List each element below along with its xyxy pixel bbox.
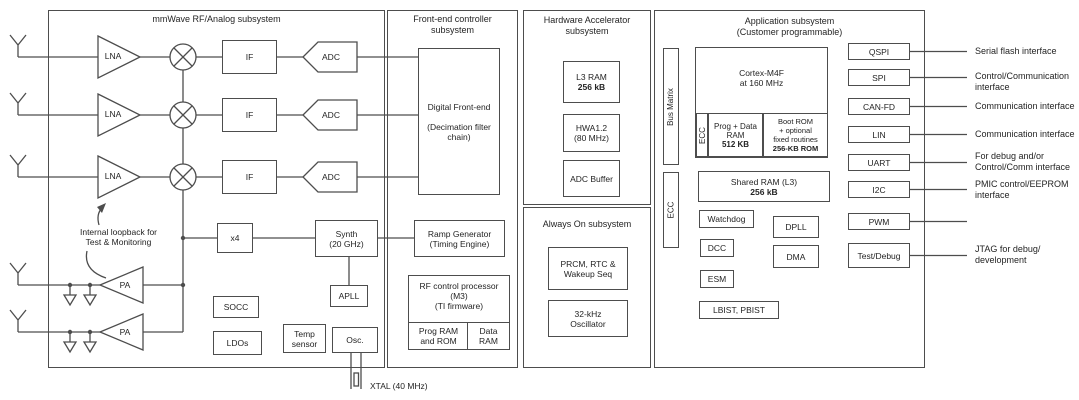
lbist-pbist-block xyxy=(699,301,779,319)
hwa-label-2: (80 MHz) xyxy=(574,133,609,143)
adc-buffer-block xyxy=(563,160,620,197)
jtag-annotation xyxy=(975,244,1040,266)
boot-rom-label-1: Boot ROM xyxy=(777,117,813,126)
l3-ram-block xyxy=(563,61,620,103)
loopback-label-2: Test & Monitoring xyxy=(85,237,152,247)
osc32-label-1: 32-kHz xyxy=(574,308,602,319)
serial-flash-annotation: Serial flash interface xyxy=(975,46,1057,56)
socc-block xyxy=(213,296,259,318)
prog-ram-rom-block xyxy=(408,322,469,350)
adc-buffer-label: ADC Buffer xyxy=(570,173,613,184)
x4-multiplier-block xyxy=(217,223,253,253)
junction-dot xyxy=(88,330,92,334)
data-ram-block xyxy=(467,322,510,350)
pmic-annotation xyxy=(975,179,1069,201)
adc-label-1: ADC xyxy=(322,52,340,62)
cortex-label-2: at 160 MHz xyxy=(739,78,784,88)
esd-icon-2a xyxy=(64,342,76,352)
rfcp-label-2: (M3) xyxy=(450,291,468,301)
application-subsystem-title xyxy=(654,16,925,38)
ramp-label-2: (Timing Engine) xyxy=(429,238,490,249)
watchdog-block xyxy=(699,210,754,228)
canfd-block xyxy=(848,98,910,115)
lin-annotation: Communication interface xyxy=(975,129,1075,139)
if-block-2 xyxy=(222,98,277,132)
fec-title-line2: subsystem xyxy=(430,25,474,35)
lna-label-1: LNA xyxy=(104,51,122,61)
dpll-label: DPLL xyxy=(785,222,807,232)
rx-antenna-2-icon xyxy=(10,93,26,115)
pwm-label: PWM xyxy=(868,216,890,227)
watchdog-label: Watchdog xyxy=(707,214,746,224)
xtal-label: XTAL (40 MHz) xyxy=(370,381,428,391)
tx-chain-2 xyxy=(10,310,183,352)
test-debug-label: Test/Debug xyxy=(857,250,901,261)
apll-label: APLL xyxy=(338,291,360,301)
socc-label: SOCC xyxy=(223,302,249,312)
adc-label-3: ADC xyxy=(322,172,340,182)
lin-label: LIN xyxy=(872,129,886,140)
hwa-label-1: HWA1.2 xyxy=(575,123,608,133)
prog-ram-label-1: Prog RAM xyxy=(418,326,459,336)
bus-matrix-label: Bus Matrix xyxy=(666,87,676,126)
osc-label: Osc. xyxy=(346,335,364,345)
lna-label-2: LNA xyxy=(104,109,122,119)
app-title-line2: (Customer programmable) xyxy=(736,27,843,37)
adc-label-2: ADC xyxy=(322,110,340,120)
junction-dot xyxy=(181,283,185,287)
rx-antenna-1-icon xyxy=(10,35,26,57)
dcc-block xyxy=(700,239,734,257)
tx-antenna-2-icon xyxy=(10,310,26,332)
spi-label: SPI xyxy=(872,72,886,83)
pmic-annotation-line1: PMIC control/EEPROM xyxy=(975,179,1069,189)
control-comm-annotation xyxy=(975,71,1069,93)
dma-label: DMA xyxy=(786,251,806,262)
junction-dot xyxy=(181,236,185,240)
digital-frontend-block xyxy=(418,48,500,195)
qspi-label: QSPI xyxy=(868,46,890,57)
qspi-block xyxy=(848,43,910,60)
hwa-title-line2: subsystem xyxy=(565,26,609,36)
esm-label: ESM xyxy=(707,274,727,284)
cortex-label-1: Cortex-M4F xyxy=(739,68,784,78)
canfd-annotation: Communication interface xyxy=(975,101,1075,111)
i2c-label: I2C xyxy=(872,184,886,195)
synth-block xyxy=(315,220,378,257)
dcc-label: DCC xyxy=(707,243,727,253)
data-ram-label-1: Data xyxy=(479,326,498,336)
if-block-3 xyxy=(222,160,277,194)
ramp-label-1: Ramp Generator xyxy=(427,228,492,239)
dpll-block xyxy=(773,216,819,238)
mmwave-subsystem-title: mmWave RF/Analog subsystem xyxy=(152,14,281,24)
data-ram-label-2: RAM xyxy=(479,336,498,346)
rx-chain-3 xyxy=(10,155,418,198)
fec-title-line1: Front-end controller xyxy=(413,14,492,24)
synth-label: Synth xyxy=(335,228,358,239)
pwm-block xyxy=(848,213,910,230)
hwa-block xyxy=(563,114,620,152)
jtag-annotation-line1: JTAG for debug/ xyxy=(975,244,1041,254)
xtal-crystal-icon xyxy=(354,373,359,386)
if-label-1: IF xyxy=(245,52,254,62)
temp-sensor-block xyxy=(283,324,326,353)
test-debug-block xyxy=(848,243,910,268)
shared-ram-size-label: 256 kB xyxy=(750,186,778,197)
i2c-block xyxy=(848,181,910,198)
uart-annotation-line1: For debug and/or xyxy=(975,151,1045,161)
prog-ram-label-2: and ROM xyxy=(420,336,457,346)
boot-rom-block xyxy=(763,113,828,157)
boot-rom-label-2: + optional xyxy=(779,126,812,135)
uart-annotation-line2: Control/Comm interface xyxy=(975,162,1071,172)
l3-ram-size-label: 256 kB xyxy=(577,82,606,92)
prcm-label-2: Wakeup Seq xyxy=(563,268,613,279)
l3-ram-label: L3 RAM xyxy=(576,72,607,82)
esd-stub-1 xyxy=(70,285,90,295)
control-comm-label-2: interface xyxy=(975,82,1010,92)
always-on-subsystem-title: Always On subsystem xyxy=(542,219,632,229)
tx-chain-1 xyxy=(10,263,183,305)
rfcp-label-1: RF control processor xyxy=(419,281,499,291)
hwa-title-line1: Hardware Accelerator xyxy=(543,15,631,25)
ramp-generator-block xyxy=(414,220,505,257)
dfe-label-2: (Decimation filter xyxy=(427,121,491,132)
synth-freq-label: (20 GHz) xyxy=(329,238,364,249)
lbist-pbist-label: LBIST, PBIST xyxy=(713,305,765,315)
apll-block xyxy=(330,285,368,307)
pa-label-1: PA xyxy=(119,280,131,290)
canfd-label: CAN-FD xyxy=(862,101,896,112)
uart-label: UART xyxy=(867,157,891,168)
esm-block xyxy=(700,270,734,288)
ldos-label: LDOs xyxy=(226,338,249,348)
rx-chain-2 xyxy=(10,93,418,136)
rx-chain-1 xyxy=(10,35,418,78)
pmic-annotation-line2: interface xyxy=(975,190,1010,200)
ecc-inner-block xyxy=(696,113,708,157)
uart-block xyxy=(848,154,910,171)
prog-data-size-label: 512 KB xyxy=(721,139,750,149)
esd-icon-1a xyxy=(64,295,76,305)
osc-block xyxy=(332,327,378,353)
osc-32khz-block xyxy=(548,300,628,337)
prog-data-ram-block xyxy=(708,113,763,157)
loopback-arrowhead xyxy=(97,203,106,213)
dfe-label-3: chain) xyxy=(447,131,471,142)
frontend-controller-subsystem-title xyxy=(387,14,518,36)
bus-matrix-block xyxy=(663,48,679,165)
tx-antenna-1-icon xyxy=(10,263,26,285)
loopback-label-1: Internal loopback for xyxy=(79,227,158,237)
shared-ram-block xyxy=(698,171,830,202)
uart-annotation xyxy=(975,151,1070,173)
app-title-line1: Application subsystem xyxy=(744,16,835,26)
hardware-accelerator-subsystem-title xyxy=(523,15,651,37)
boot-rom-label-3: fixed routines xyxy=(773,135,818,144)
ldos-block xyxy=(213,331,262,355)
rfcp-label-3: (TI firmware) xyxy=(434,301,484,311)
spi-block xyxy=(848,69,910,86)
prcm-label-1: PRCM, RTC & xyxy=(560,258,616,269)
if-block-1 xyxy=(222,40,277,74)
control-comm-label-1: Control/Communication xyxy=(975,71,1070,81)
dma-block xyxy=(773,245,819,268)
loopback-annotation xyxy=(66,227,171,247)
temp-label-1: Temp xyxy=(294,328,315,339)
prog-data-label-2: RAM xyxy=(726,130,745,140)
ecc-inner-label: ECC xyxy=(697,126,707,144)
esd-icon-2b xyxy=(84,342,96,352)
prcm-rtc-block xyxy=(548,247,628,290)
ecc-left-label: ECC xyxy=(666,201,676,219)
ecc-left-block xyxy=(663,172,679,248)
lna-label-3: LNA xyxy=(104,171,122,181)
pa-label-2: PA xyxy=(119,327,131,337)
shared-ram-label: Shared RAM (L3) xyxy=(730,176,798,187)
rx-antenna-3-icon xyxy=(10,155,26,177)
dfe-label-1: Digital Front-end xyxy=(427,101,491,112)
osc32-label-2: Oscillator xyxy=(570,318,606,329)
x4-label: x4 xyxy=(230,233,240,243)
junction-dot xyxy=(88,283,92,287)
jtag-annotation-line2: development xyxy=(975,255,1027,265)
temp-label-2: sensor xyxy=(291,338,318,349)
esd-stub-2 xyxy=(70,332,90,342)
loopback-curve-down xyxy=(86,251,106,278)
if-label-2: IF xyxy=(245,110,254,120)
junction-dot xyxy=(68,283,72,287)
junction-dot xyxy=(68,330,72,334)
if-label-3: IF xyxy=(245,172,254,182)
lin-block xyxy=(848,126,910,143)
boot-rom-size-label: 256-KB ROM xyxy=(772,144,819,153)
prog-data-label-1: Prog + Data xyxy=(714,121,757,131)
esd-icon-1b xyxy=(84,295,96,305)
